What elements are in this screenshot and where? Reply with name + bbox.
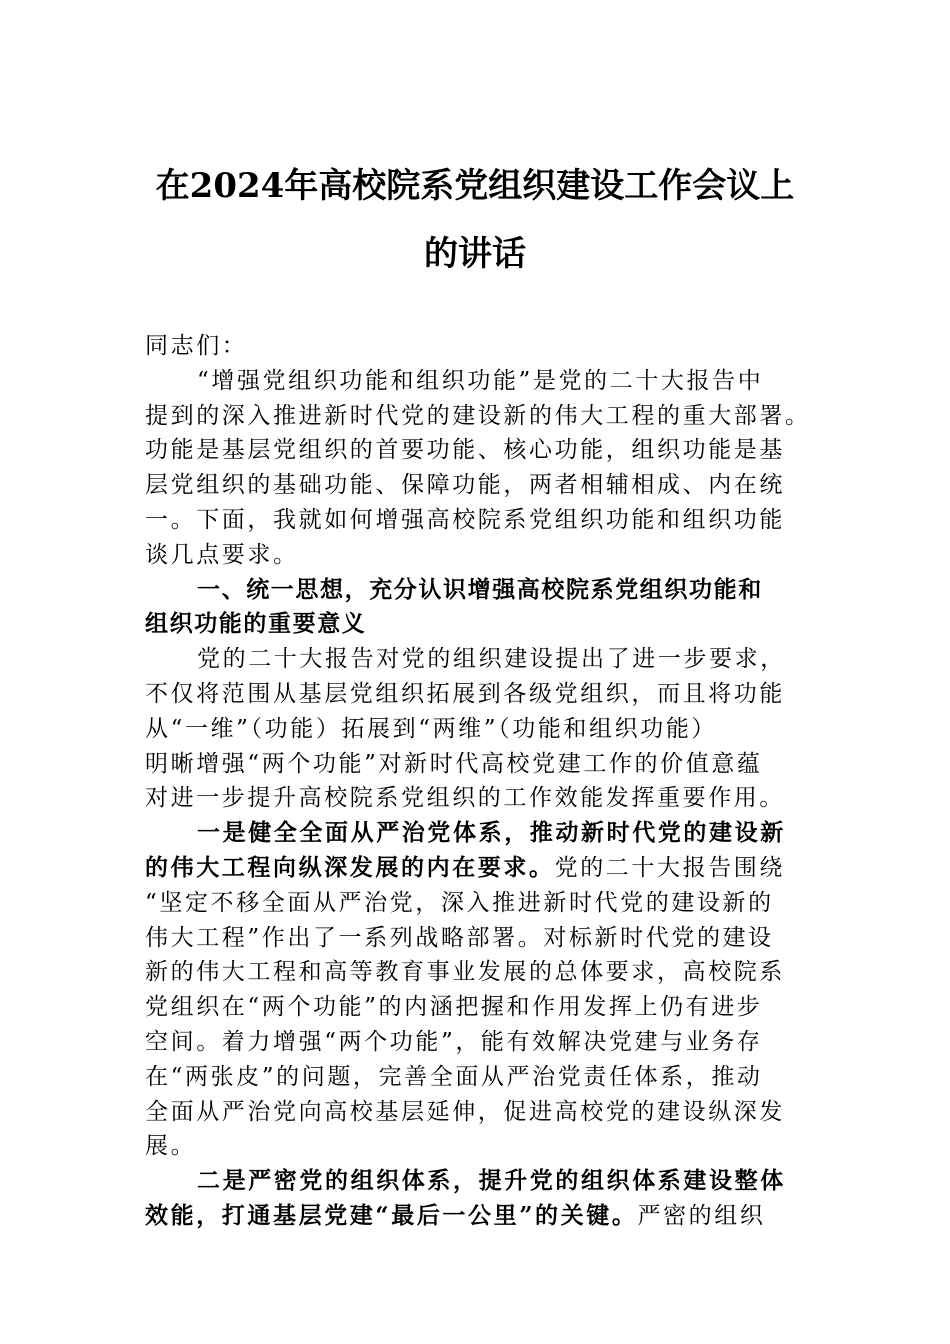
salutation: 同志们： — [145, 333, 248, 359]
paragraph-1 — [145, 364, 810, 573]
section-heading-line: 一、统一思想，充分认识增强高校院系党组织功能和 — [197, 575, 763, 603]
paragraph-line: 不仅将范围从基层党组织拓展到各级党组织，而且将功能 — [145, 680, 785, 707]
bold-lead-text: 二是严密党的组织体系，提升党的组织体系建设整体 — [197, 1167, 786, 1195]
paragraph-line — [145, 1199, 810, 1234]
paragraph-line — [145, 851, 810, 886]
paragraph-line: “增强党组织功能和组织功能”是党的二十大报告中 — [197, 367, 764, 394]
paragraph-line: 层党组织的基础功能、保障功能，两者相辅相成、内在统 — [145, 472, 785, 499]
paragraph-line: 功能是基层党组织的首要功能、核心功能，组织功能是基 — [145, 437, 785, 464]
paragraph-line: 党组织在“两个功能”的内涵把握和作用发挥上仍有进步 — [145, 994, 763, 1021]
bold-lead-text: 效能，打通基层党建“最后一公里”的关键。 — [145, 1201, 638, 1229]
paragraph-3 — [145, 816, 810, 1164]
paragraph-line: 展。 — [145, 1133, 197, 1160]
paragraph-line: 谈几点要求。 — [145, 541, 299, 568]
paragraph-line: 在“两张皮”的问题，完善全面从严治党责任体系，推动 — [145, 1063, 763, 1090]
paragraph-line: 全面从严治党向高校基层延伸，促进高校党的建设纵深发 — [145, 1098, 785, 1125]
paragraph-line: 一。下面，我就如何增强高校院系党组织功能和组织功能 — [145, 506, 785, 533]
paragraph-text: 严密的组织 — [637, 1202, 766, 1229]
section-heading-1 — [145, 573, 810, 643]
paragraph-line: 对进一步提升高校院系党组织的工作效能发挥重要作用。 — [145, 785, 785, 812]
paragraph-line: 党的二十大报告对党的组织建设提出了进一步要求， — [197, 646, 786, 673]
document-title-line-1: 在2024年高校院系党组织建设工作会议上 — [155, 166, 795, 206]
document-title-line-2: 的讲话 — [424, 234, 526, 274]
bold-lead-text: 一是健全全面从严治党体系，推动新时代党的建设新 — [197, 819, 786, 847]
paragraph-line: 提到的深入推进新时代党的建设新的伟大工程的重大部署。 — [145, 402, 811, 429]
section-heading-line: 组织功能的重要意义 — [145, 610, 367, 638]
paragraph-line: 新的伟大工程和高等教育事业发展的总体要求，高校院系 — [145, 959, 785, 986]
bold-lead-text: 的伟大工程向纵深发展的内在要求。 — [145, 853, 555, 881]
document-body — [145, 329, 810, 1234]
paragraph-line: 空间。着力增强“两个功能”，能有效解决党建与业务存 — [145, 1028, 763, 1055]
paragraph-line: 伟大工程”作出了一系列战略部署。对标新时代党的建设 — [145, 924, 774, 951]
paragraph-line: 明晰增强“两个功能”对新时代高校党建工作的价值意蕴 — [145, 750, 763, 777]
paragraph-text: 党的二十大报告围绕 — [554, 854, 786, 881]
paragraph-line: “坚定不移全面从严治党，深入推进新时代党的建设新的 — [145, 889, 774, 916]
paragraph-2 — [145, 642, 810, 816]
paragraph-4 — [145, 1164, 810, 1234]
paragraph-line — [145, 816, 810, 851]
paragraph-line — [145, 1164, 810, 1199]
paragraph-line: 从“一维”（功能）拓展到“两维”（功能和组织功能） — [145, 715, 718, 742]
